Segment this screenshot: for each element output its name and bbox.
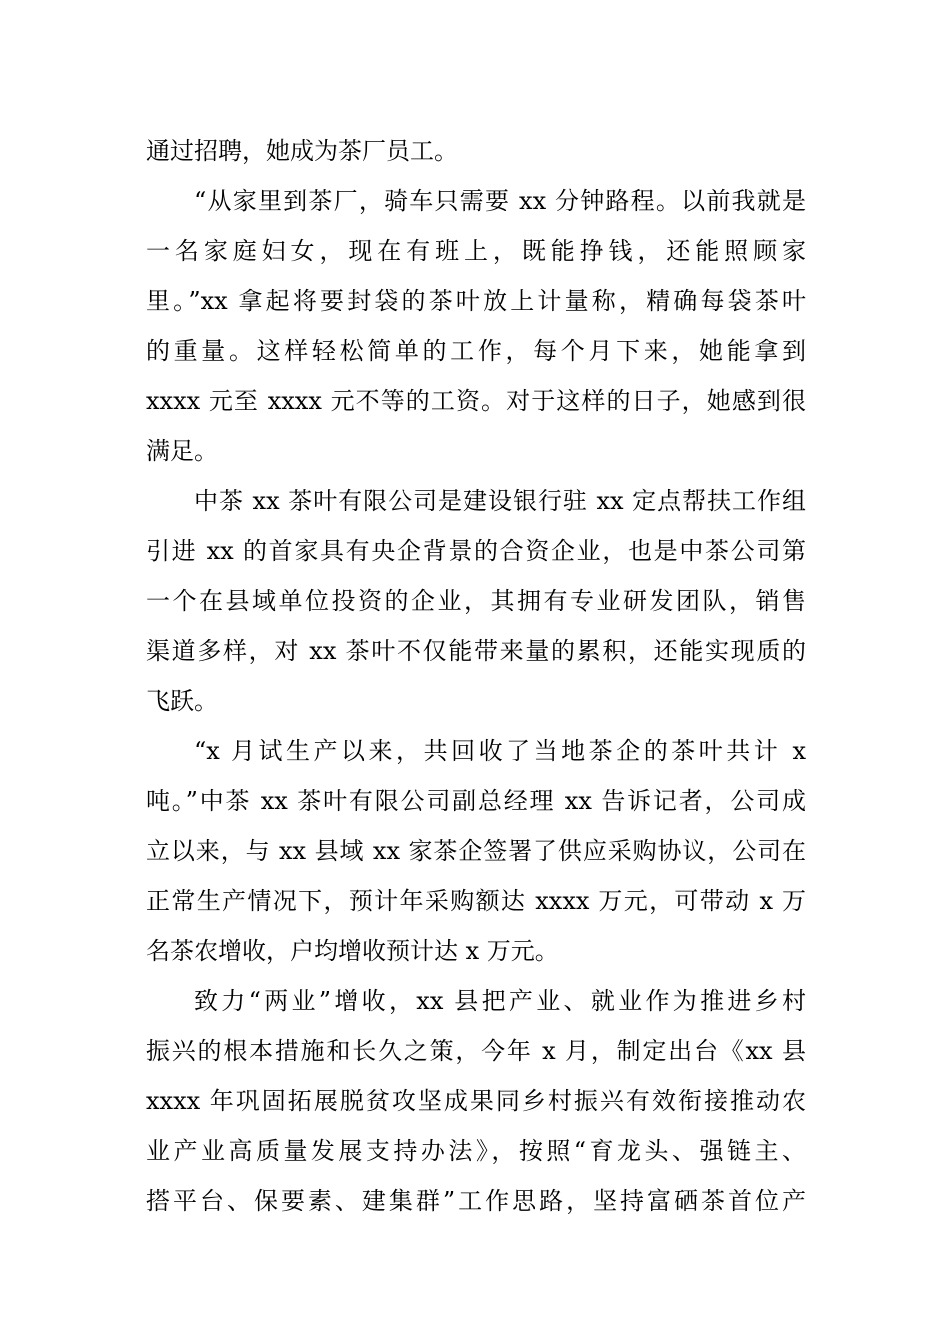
text-line: 满足。 [146,437,218,465]
text-line: 吨。”中茶 xx 茶叶有限公司副总经理 xx 告诉记者，公司成 [146,787,806,815]
text-line: 引进 xx 的首家具有央企背景的合资企业，也是中茶公司第 [146,537,806,565]
text-line: xxxx 元至 xxxx 元不等的工资。对于这样的日子，她感到很 [146,387,806,415]
text-line: 正常生产情况下，预计年采购额达 xxxx 万元，可带动 x 万 [146,887,806,915]
text-line: 一名家庭妇女，现在有班上，既能挣钱，还能照顾家 [146,237,806,265]
text-line: 飞跃。 [146,687,218,715]
text-line: 名茶农增收，户均增收预计达 x 万元。 [146,937,559,965]
text-line: 振兴的根本措施和长久之策，今年 x 月，制定出台《xx 县 [146,1037,806,1065]
text-line: 一个在县域单位投资的企业，其拥有专业研发团队，销售 [146,587,806,615]
text-line: 业产业高质量发展支持办法》，按照“育龙头、强链主、 [146,1137,806,1165]
body-text [146,126,806,1226]
text-line: 通过招聘，她成为茶厂员工。 [146,137,458,165]
text-line: “x 月试生产以来，共回收了当地茶企的茶叶共计 x [194,737,806,765]
text-line: 的重量。这样轻松简单的工作，每个月下来，她能拿到 [146,337,806,365]
text-line: 立以来，与 xx 县域 xx 家茶企签署了供应采购协议，公司在 [146,837,806,865]
text-line: 中茶 xx 茶叶有限公司是建设银行驻 xx 定点帮扶工作组 [194,487,806,515]
text-line: xxxx 年巩固拓展脱贫攻坚成果同乡村振兴有效衔接推动农 [146,1087,806,1115]
text-line: 致力“两业”增收，xx 县把产业、就业作为推进乡村 [194,987,806,1015]
text-line: 里。”xx 拿起将要封袋的茶叶放上计量称，精确每袋茶叶 [146,287,806,315]
text-line: 渠道多样，对 xx 茶叶不仅能带来量的累积，还能实现质的 [146,637,806,665]
text-line: 搭平台、保要素、建集群”工作思路，坚持富硒茶首位产 [146,1187,806,1215]
text-line: “从家里到茶厂，骑车只需要 xx 分钟路程。以前我就是 [194,187,806,215]
